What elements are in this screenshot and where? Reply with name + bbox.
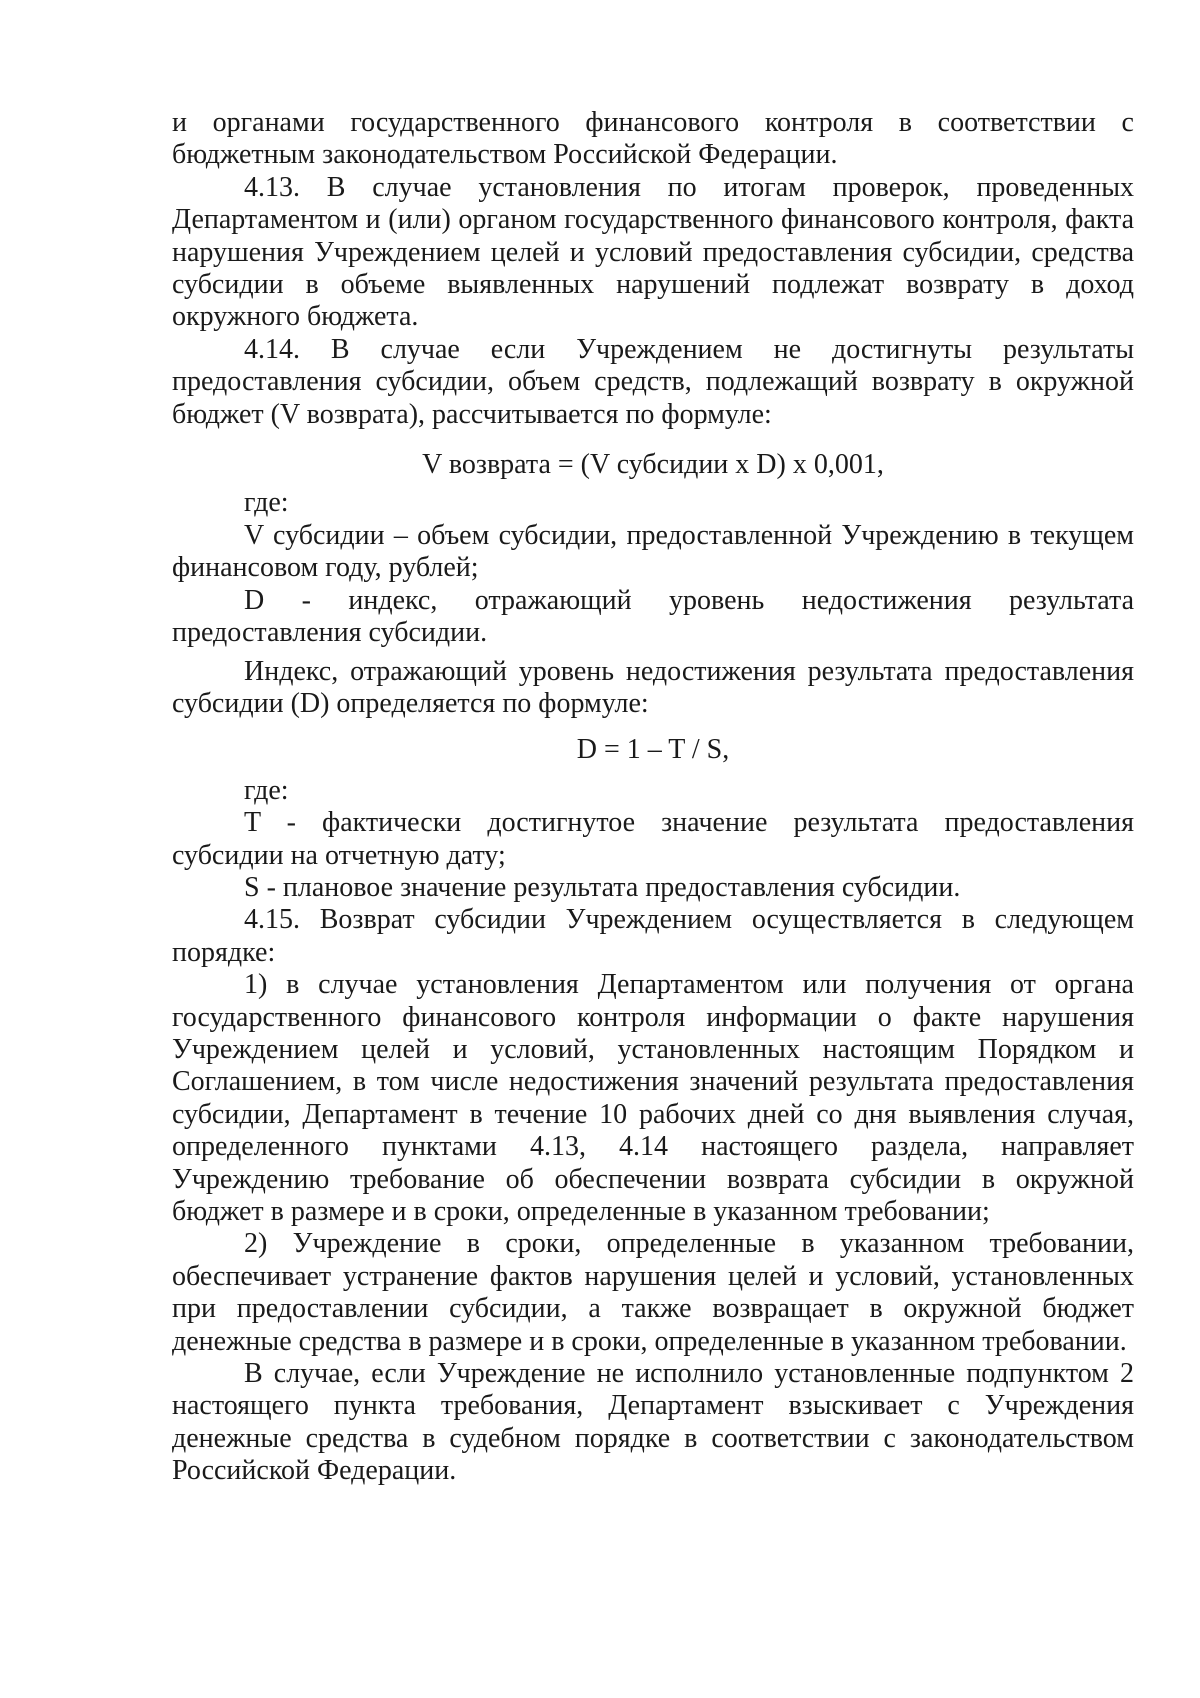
definition-v-subsidy: V субсидии – объем субсидии, предоставленной Учреждению в текущем финансовом году, рублей;: [172, 519, 1134, 584]
list-item-2: 2) Учреждение в сроки, определенные в указанном требовании, обеспечивает устранение фактов нарушения целей и условий, установленных при предоставлении субсидии, а также возвращает в окружной бюджет денежные средства в размере и в сроки, определенные в указанном требовании.: [172, 1228, 1134, 1357]
definition-s-value: S - плановое значение результата предоставления субсидии.: [244, 871, 961, 903]
where-label: где:: [244, 774, 289, 806]
formula-d-index: D = 1 – T / S,: [576, 734, 730, 766]
where-label: где:: [244, 487, 289, 519]
paragraph-4-13: 4.13. В случае установления по итогам проверок, проведенных Департаментом и (или) органом государственного финансового контроля, факта нарушения Учреждением целей и условий предоставления субсидии, средства субсидии в объеме выявленных нарушений подлежат возврату в доход окружного бюджета.: [172, 171, 1134, 333]
paragraph-continuation: и органами государственного финансового контроля в соответствии с бюджетным законодательством Российской Федерации.: [172, 107, 1134, 171]
paragraph-recovery: В случае, если Учреждение не исполнило установленные подпунктом 2 настоящего пункта требования, Департамент взыскивает с Учреждения денежные средства в судебном порядке в соответствии с законодательством Российской Федерации.: [172, 1358, 1134, 1487]
definition-t-value: T - фактически достигнутое значение результата предоставления субсидии на отчетную дату;: [172, 807, 1134, 871]
paragraph-4-14: 4.14. В случае если Учреждением не достигнуты результаты предоставления субсидии, объем средств, подлежащий возврату в окружной бюджет (V возврата), рассчитывается по формуле:: [172, 333, 1134, 430]
definition-d-index: D - индекс, отражающий уровень недостижения результата предоставления субсидии.: [172, 584, 1134, 649]
list-item-1: 1) в случае установления Департаментом или получения от органа государственного финансового контроля информации о факте нарушения Учреждением целей и условий, установленных настоящим Порядком и Соглашением, в том числе недостижения значений результата предоставления субсидии, Департамент в течение 10 рабочих дней со дня выявления случая, определенного пунктами 4.13, 4.14 настоящего раздела, направляет Учреждению требование об обеспечении возврата субсидии в окружной бюджет в размере и в сроки, определенные в указанном требовании;: [172, 969, 1134, 1227]
paragraph-4-15: 4.15. Возврат субсидии Учреждением осуществляется в следующем порядке:: [172, 904, 1134, 968]
document-page: [172, 107, 1134, 1488]
formula-v-return: V возврата = (V субсидии x D) x 0,001,: [422, 449, 884, 481]
paragraph-index-formula-intro: Индекс, отражающий уровень недостижения результата предоставления субсидии (D) определяется по формуле:: [172, 655, 1134, 719]
